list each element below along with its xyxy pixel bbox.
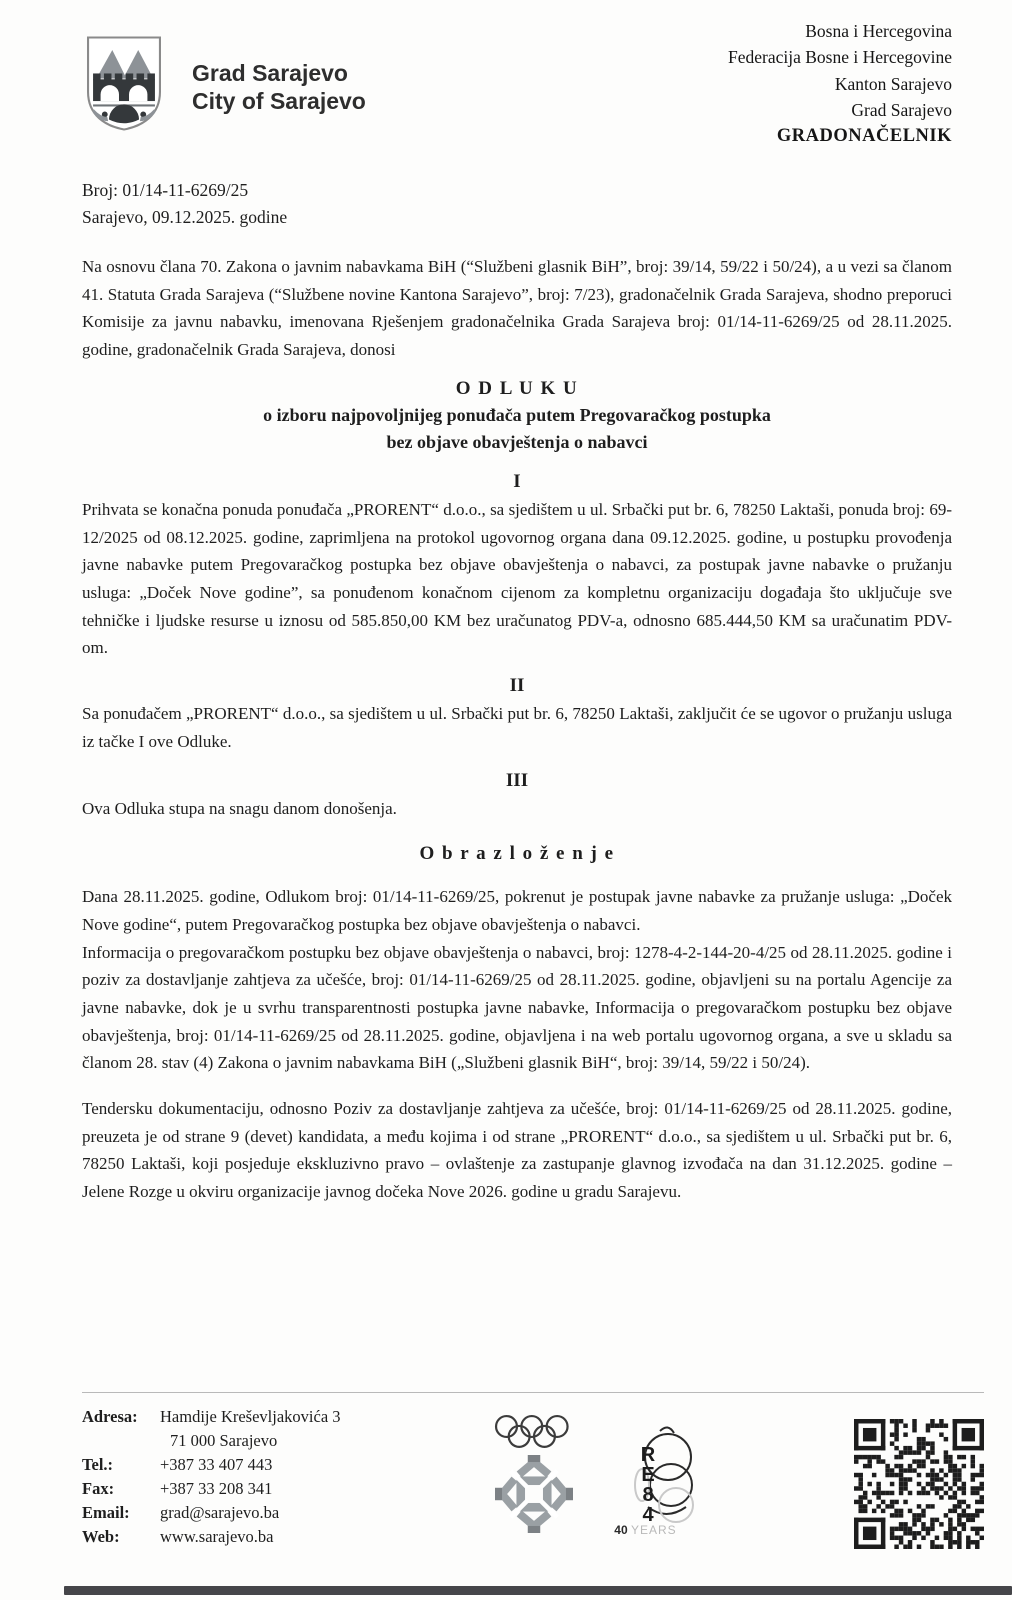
reference-date: Sarajevo, 09.12.2025. godine	[82, 206, 288, 227]
reference-number: Broj: 01/14-11-6269/25	[82, 179, 249, 200]
section-text-3: Ova Odluka stupa na snagu danom donošenja.	[82, 799, 397, 819]
anniversary-stamp	[608, 1423, 704, 1535]
address-label-spacer	[82, 1429, 160, 1453]
section-text-1: Prihvata se konačna ponuda ponuđača „PRORENT“ d.o.o., sa sjedištem u ul. Srbački put br. 6, 78250 Laktaši, ponuda broj: 69-12/2025 od 08.12.2025. godine, zaprimljena na protokol ugovornog organa dana 09.12.2025. godine, u postupku provođenja javne nabavke putem Pregovaračkog postupka bez objave obavještenja o nabavci, za postupak javne nabavke o pružanju usluga: „Doček Nove godine”, sa ponuđenom konačnom cijenom za kompletnu organizaciju događaja što uključuje sve tehničke i ljudske resurse u iznosu od 585.850,00 KM bez uračunatog PDV-a, odnosno 685.444,50 KM sa uračunatim PDV-om.	[82, 499, 952, 658]
sarajevo-coat-of-arms-icon	[82, 35, 166, 132]
authority-line: Kanton Sarajevo	[834, 73, 952, 94]
fax-value: +387 33 208 341	[160, 1478, 273, 1498]
org-name	[192, 59, 366, 117]
authority-block	[728, 18, 952, 151]
document-footer	[82, 1392, 984, 1549]
web-label: Web:	[82, 1526, 120, 1546]
fax-label: Fax:	[82, 1478, 115, 1498]
contact-row-address	[82, 1405, 341, 1429]
contact-row-web	[82, 1525, 341, 1549]
section-numeral-1: I	[513, 470, 521, 492]
authority-line: Grad Sarajevo	[851, 99, 952, 120]
decision-subtitle-2: bez objave obavještenja o nabavci	[386, 431, 648, 452]
address-value: Hamdije Kreševljakovića 3	[160, 1407, 341, 1426]
stamp-letter: R	[641, 1444, 656, 1466]
email-value: grad@sarajevo.ba	[160, 1502, 280, 1522]
scan-edge-artifact	[64, 1586, 1012, 1595]
anniversary-word: YEARS	[630, 1523, 677, 1537]
rationale-heading: O b r a z l o ž e n j e	[419, 843, 615, 865]
stamp-letter: 8	[642, 1484, 654, 1506]
contact-row-city	[82, 1429, 341, 1453]
tel-label: Tel.:	[82, 1454, 114, 1474]
address-city: 71 000 Sarajevo	[170, 1430, 278, 1450]
web-value: www.sarajevo.ba	[160, 1526, 274, 1546]
anniversary-text	[614, 1523, 676, 1537]
contact-row-email	[82, 1501, 341, 1525]
olympic-logo	[490, 1413, 578, 1533]
section-numeral-3: III	[505, 770, 529, 792]
document-header	[82, 16, 952, 151]
reference-block	[82, 177, 952, 231]
qr-code	[854, 1419, 984, 1549]
preamble-paragraph: Na osnovu člana 70. Zakona o javnim nabavkama BiH (“Službeni glasnik BiH”, broj: 39/14, 59/22 i 50/24), a u vezi sa članom 41. Statuta Grada Sarajeva (“Službene novine Kantona Sarajevo”, broj: 7/23), gradonačelnik Grada Sarajeva, shodno preporuci Komisije za javnu nabavku, imenovana Rješenjem gradonačelnika Grada Sarajeva broj: 01/14-11-6269/25 od 28.11.2025. godine, gradonačelnik Grada Sarajeva, donosi	[82, 257, 952, 360]
decision-subtitle-1: o izboru najpovoljnijeg ponuđača putem Pregovaračkog postupka	[263, 404, 771, 425]
org-name-english: City of Sarajevo	[192, 88, 366, 115]
rationale-paragraph-2: Informacija o pregovaračkom postupku bez objave obavještenja o nabavci, broj: 1278-4-2-144-20-4/25 od 28.11.2025. godine i poziv za dostavljanje zahtjeva za učešće, broj: 01/14-11-6269/25 od 28.11.2025. godine, objavljeni su na portalu Agencije za javne nabavke, dok je u svrhu transparentnosti postupka javne nabavke, Informacija o pregovaračkom postupku bez objave obavještenja, broj: 01/14-11-6269/25 od 28.11.2025. godine, objavljena i na web portalu ugovornog organa, a sve u skladu sa članom 28. stav (4) Zakona o javnim nabavkama BiH („Službeni glasnik BiH“, broj: 39/14, 59/22 i 50/24).	[82, 942, 952, 1073]
city-brand	[82, 16, 366, 151]
contact-row-fax	[82, 1477, 341, 1501]
authority-line: Federacija Bosne i Hercegovine	[727, 47, 952, 68]
org-name-local: Grad Sarajevo	[192, 59, 348, 86]
address-label: Adresa:	[82, 1407, 138, 1426]
snowflake-emblem-icon	[495, 1455, 573, 1533]
re84-stamp-icon	[608, 1423, 704, 1535]
stamp-letter: E	[641, 1464, 655, 1486]
decision-title: O D L U K U	[455, 377, 579, 399]
rationale-paragraph-1: Dana 28.11.2025. godine, Odlukom broj: 01/14-11-6269/25, pokrenut je postupak javne nabavke za pružanje usluga: „Doček Nove godine“, putem Pregovaračkog postupka bez objave obavještenja o nabavci.	[82, 887, 952, 934]
footer-logos	[341, 1405, 854, 1535]
section-numeral-2: II	[509, 675, 525, 697]
contact-row-tel	[82, 1453, 341, 1477]
tel-value: +387 33 407 443	[160, 1454, 273, 1474]
olympic-rings-icon	[490, 1413, 578, 1451]
anniversary-number: 40	[614, 1523, 628, 1537]
stamp-letter: 4	[642, 1504, 654, 1526]
contact-block	[82, 1405, 341, 1549]
authority-title: GRADONAČELNIK	[776, 126, 952, 146]
rationale-paragraph-3: Tendersku dokumentaciju, odnosno Poziv za dostavljanje zahtjeva za učešće, broj: 01/14-11-6269/25 od 28.11.2025. godine, preuzeta je od strane 9 (devet) kandidata, a među kojima i od strane „PRORENT“ d.o.o., sa sjedištem u ul. Srbački put br. 6, 78250 Laktaši, koji posjeduje ekskluzivno pravo – ovlaštenje za zastupanje glavnog izvođača na dan 31.12.2025. godine – Jelene Rozge u okviru organizacije javnog dočeka Nove 2026. godine u gradu Sarajevu.	[82, 1099, 952, 1202]
authority-line: Bosna i Hercegovina	[805, 21, 952, 41]
qr-code-icon	[854, 1419, 984, 1549]
email-label: Email:	[82, 1502, 130, 1522]
section-text-2: Sa ponuđačem „PRORENT“ d.o.o., sa sjedištem u ul. Srbački put br. 6, 78250 Laktaši, zaključit će se ugovor o pružanju usluga iz tačke I ove Odluke.	[82, 704, 952, 751]
